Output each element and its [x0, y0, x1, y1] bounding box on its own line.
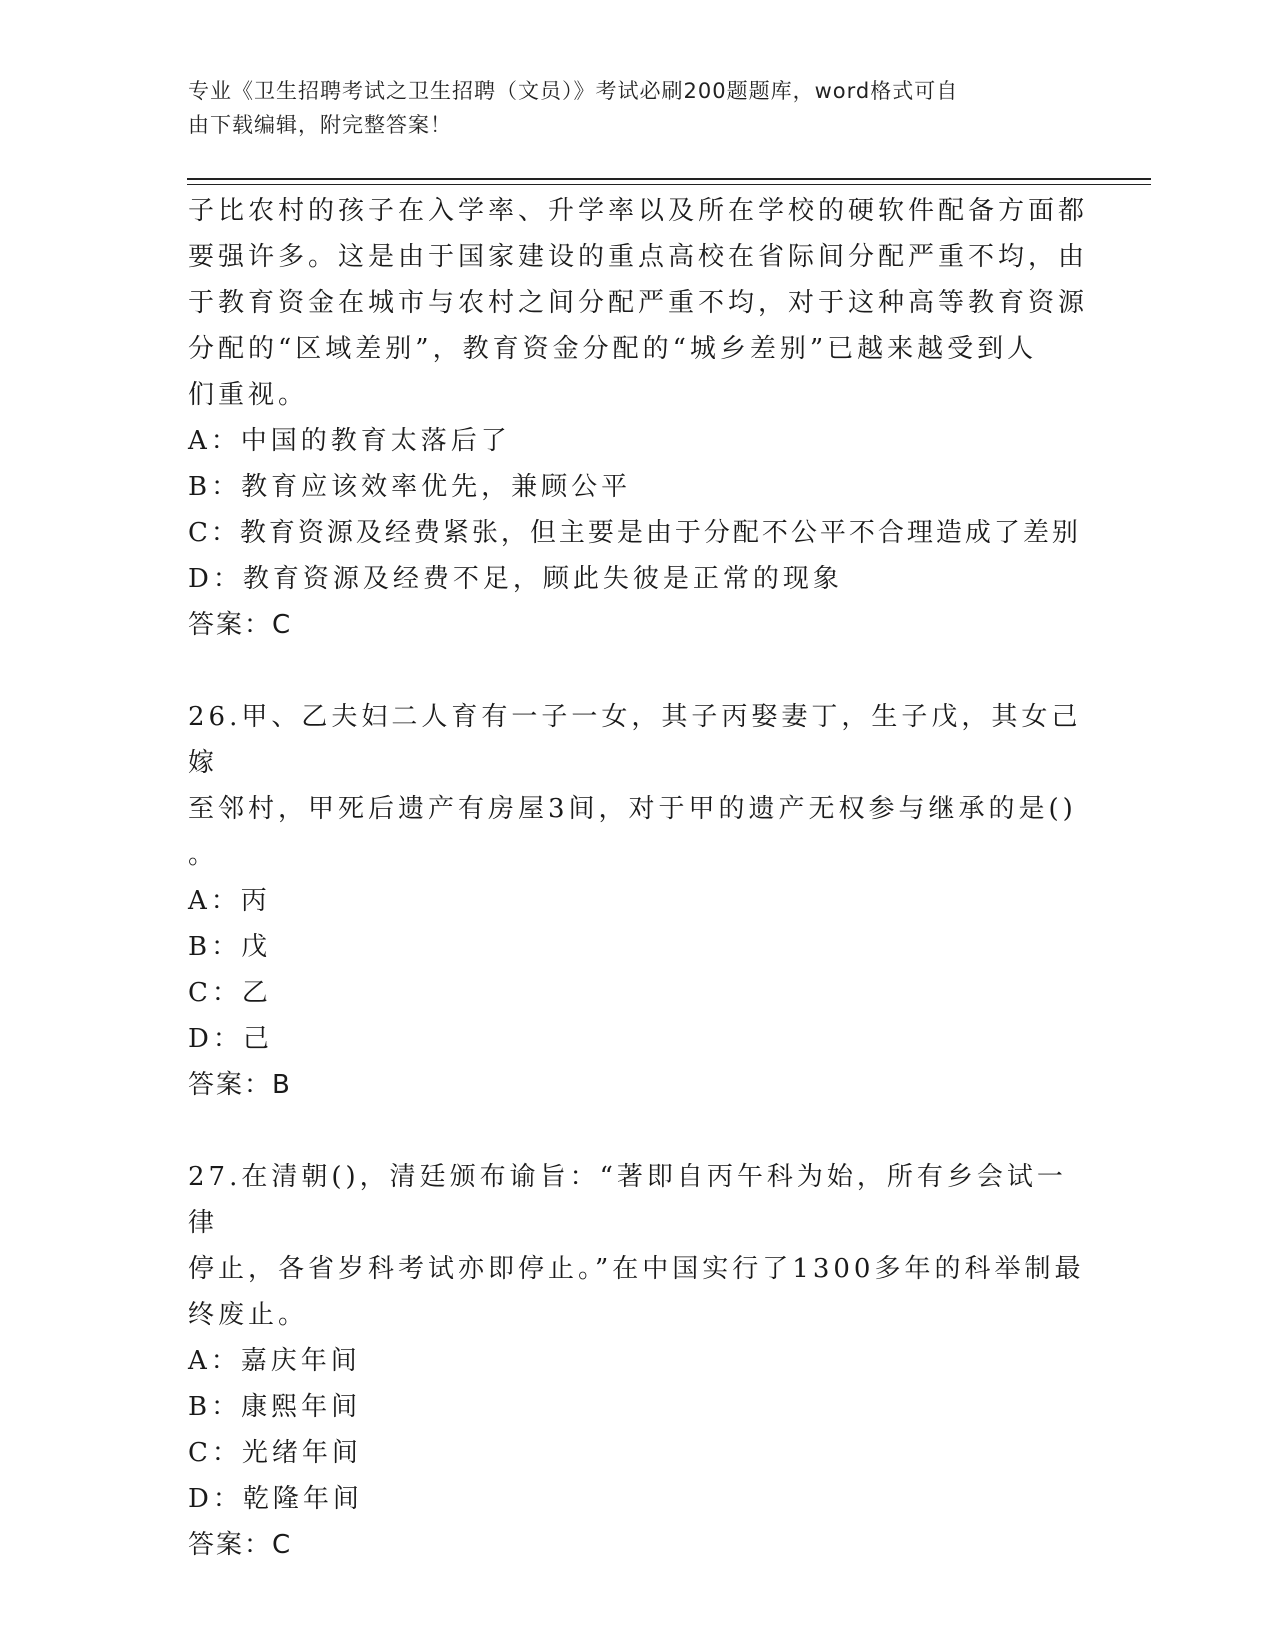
question-26-option-b: B：戊 [188, 932, 272, 962]
question-27 [188, 1154, 1088, 1568]
question-26-line-1: 26.甲、乙夫妇二人育有一子一女，其子丙娶妻丁，生子戊，其女己嫁 [188, 702, 1082, 778]
question-26-option-c: C：乙 [188, 978, 272, 1008]
question-27-option-a: A：嘉庆年间 [188, 1346, 361, 1376]
question-26-option-a: A：丙 [188, 886, 271, 916]
question-26 [188, 694, 1088, 1108]
question-27-line-2: 停止，各省岁科考试亦即停止。”在中国实行了1300多年的科举制最 [188, 1254, 1085, 1284]
header-line-2: 由下载编辑，附完整答案！ [188, 113, 452, 137]
question-25-option-c: C：教育资源及经费紧张，但主要是由于分配不公平不合理造成了差别 [188, 518, 1081, 548]
question-25-line-3: 于教育资金在城市与农村之间分配严重不均，对于这种高等教育资源 [188, 288, 1089, 318]
question-27-option-b: B：康熙年间 [188, 1392, 362, 1422]
header-divider-thin [187, 184, 1151, 185]
question-27-option-c: C：光绪年间 [188, 1438, 362, 1468]
question-25-option-b: B：教育应该效率优先，兼顾公平 [188, 472, 632, 502]
question-25-line-5: 们重视。 [188, 380, 309, 410]
document-body [188, 188, 1088, 1568]
question-25 [188, 188, 1088, 648]
header-line-1: 专业《卫生招聘考试之卫生招聘（文员）》考试必刷200题题库，word格式可自 [188, 79, 959, 103]
question-26-line-2: 至邻村，甲死后遗产有房屋3间，对于甲的遗产无权参与继承的是() [188, 794, 1077, 824]
question-25-line-1: 子比农村的孩子在入学率、升学率以及所在学校的硬软件配备方面都 [188, 196, 1089, 226]
question-26-option-d: D：己 [188, 1024, 273, 1054]
question-25-line-2: 要强许多。这是由于国家建设的重点高校在省际间分配严重不均，由 [188, 242, 1089, 272]
question-25-option-a: A：中国的教育太落后了 [188, 426, 511, 456]
question-27-line-1: 27.在清朝()，清廷颁布谕旨：“著即自丙午科为始，所有乡会试一律 [188, 1162, 1067, 1238]
question-26-answer: 答案：B [188, 1070, 292, 1100]
question-26-line-3: 。 [188, 840, 219, 870]
question-25-answer: 答案：C [188, 610, 293, 640]
question-27-answer: 答案：C [188, 1530, 293, 1560]
question-27-option-d: D：乾隆年间 [188, 1484, 363, 1514]
document-header [188, 74, 1088, 142]
question-27-line-3: 终废止。 [188, 1300, 309, 1330]
header-divider-thick [187, 178, 1151, 180]
question-25-line-4: 分配的“区域差别”，教育资金分配的“城乡差别”已越来越受到人 [188, 334, 1038, 364]
question-25-option-d: D：教育资源及经费不足，顾此失彼是正常的现象 [188, 564, 843, 594]
